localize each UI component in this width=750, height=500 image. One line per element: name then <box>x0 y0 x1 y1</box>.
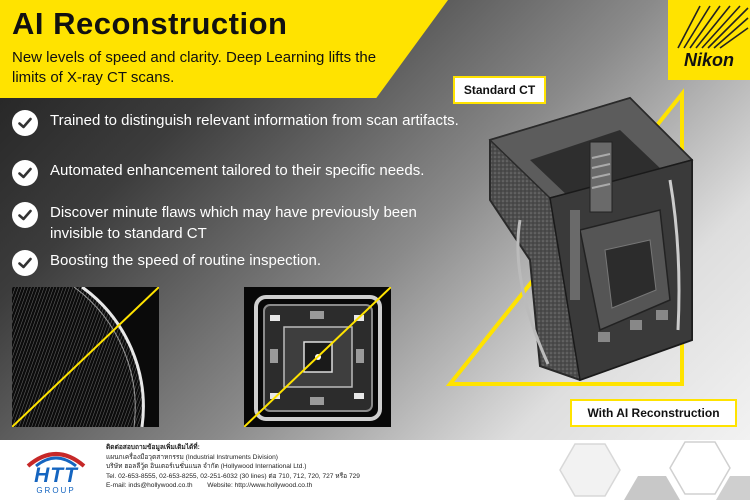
hexagon-decoration <box>540 440 750 500</box>
scan-comparison-image-section <box>244 287 391 427</box>
contact-division: แผนกเครื่องมือวุตสาหกรรม (Industrial Instruments Division) <box>106 453 278 461</box>
page-title: AI Reconstruction <box>12 6 288 41</box>
feature-text: Trained to distinguish relevant information from scan artifacts. <box>50 112 459 129</box>
feature-text: Automated enhancement tailored to their specific needs. <box>50 162 425 179</box>
page-subtitle: New levels of speed and clarity. Deep Learning lifts the limits of X-ray CT scans. <box>12 49 377 86</box>
htt-group-logo <box>16 444 96 498</box>
feature-item <box>12 250 460 276</box>
nikon-logo <box>668 0 750 80</box>
contact-company: บริษัท ฮอลลีวู้ด อินเตอร์เนชั่นแนล จำกัด (Hollywood International Ltd.) <box>106 463 307 471</box>
feature-text: Boosting the speed of routine inspection. <box>50 252 322 269</box>
check-circle-icon <box>12 110 38 136</box>
check-circle-icon <box>12 160 38 186</box>
check-circle-icon <box>12 202 38 228</box>
scan-comparison-image-rings <box>12 287 159 427</box>
standard-ct-label: Standard CT <box>453 76 546 104</box>
contact-info <box>106 443 526 491</box>
htt-wordmark: HTT <box>34 464 78 487</box>
feature-item <box>12 202 460 244</box>
footer <box>0 440 750 500</box>
feature-text: Discover minute flaws which may have previously been invisible to standard CT <box>50 204 417 242</box>
nikon-wordmark: Nikon <box>683 50 734 70</box>
contact-phone: Tel. 02-653-8555, 02-653-8255, 02-251-6032 (30 lines) ต่อ 710, 712, 720, 727 หรือ 729 <box>106 472 360 480</box>
check-circle-icon <box>12 250 38 276</box>
feature-item <box>12 110 460 136</box>
feature-item <box>12 160 460 186</box>
contact-heading: ติดต่อสอบถามข้อมูลเพิ่มเติมได้ที่: <box>106 444 200 451</box>
nikon-rays-icon <box>668 0 750 50</box>
htt-group-text: GROUP <box>36 486 76 495</box>
ct-scan-render <box>430 80 750 440</box>
ai-reconstruction-label: With AI Reconstruction <box>570 399 737 427</box>
contact-email-website: E-mail: inds@hollywood.co.th Website: http://www.hollywood.co.th <box>106 482 313 490</box>
